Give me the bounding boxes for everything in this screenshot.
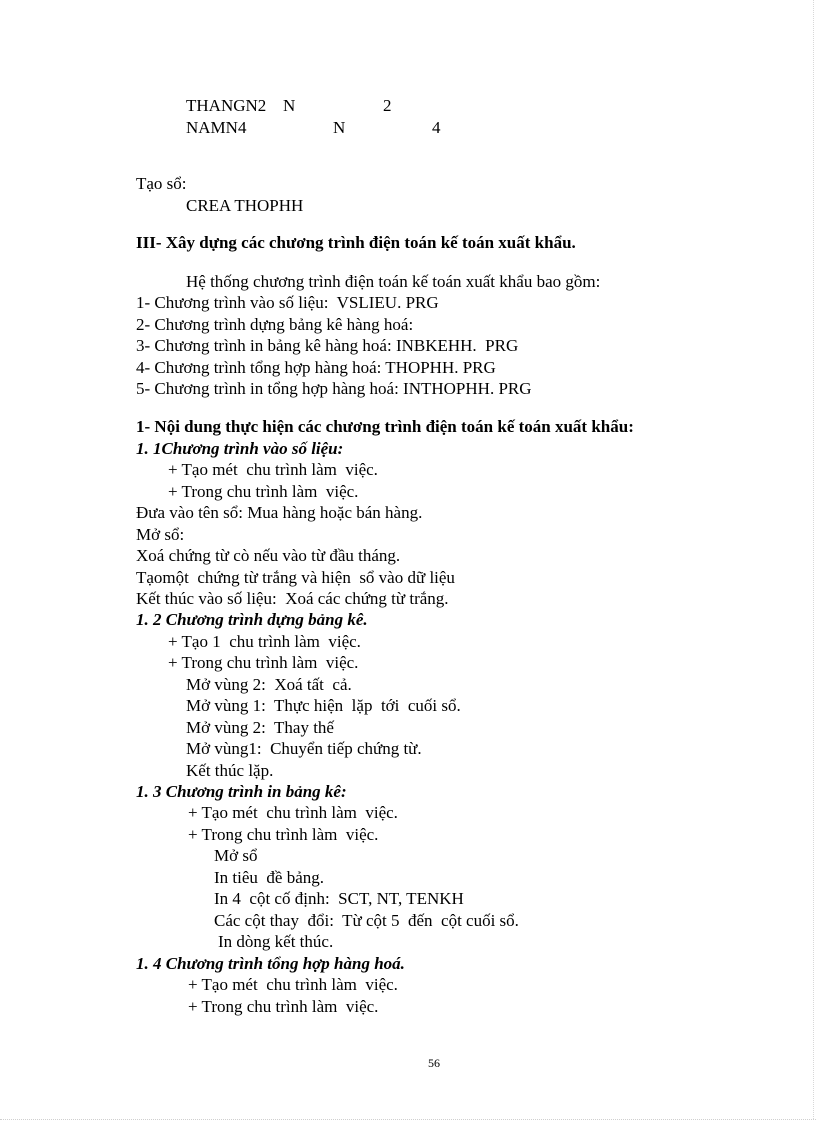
subsection-heading: 1. 2 Chương trình dựng bảng kê. [136, 610, 368, 629]
text-line: CREA THOPHH [186, 196, 304, 215]
text-line: + Trong chu trình làm việc. [168, 482, 359, 501]
text-line: N [283, 96, 296, 115]
subsection-heading: 1. 1Chương trình vào số liệu: [136, 439, 344, 458]
text-line: + Tạo mét chu trình làm việc. [188, 975, 398, 994]
text-line: Mở vùng 2: Xoá tất cả. [186, 675, 352, 694]
list-item: 2- Chương trình dựng bảng kê hàng hoá: [136, 315, 414, 334]
text-line: 2 [383, 96, 392, 115]
text-line: Mở vùng 1: Thực hiện lặp tới cuối sổ. [186, 696, 461, 715]
text-line: Mở sổ: [136, 525, 185, 544]
text-line: Tạomột chứng từ trắng và hiện sổ vào dữ liệu [136, 568, 455, 587]
list-item: 4- Chương trình tổng hợp hàng hoá: THOPHH. PRG [136, 358, 496, 377]
text-line: Mở vùng 2: Thay thế [186, 718, 334, 737]
text-line: THANGN2 [186, 96, 267, 115]
list-item: 3- Chương trình in bảng kê hàng hoá: INBKEHH. PRG [136, 336, 519, 355]
section-heading: 1- Nội dung thực hiện các chương trình điện toán kế toán xuất khẩu: [136, 417, 634, 436]
list-item: 1- Chương trình vào số liệu: VSLIEU. PRG [136, 293, 439, 312]
text-line: Đưa vào tên sổ: Mua hàng hoặc bán hàng. [136, 503, 423, 522]
text-line: Kết thúc vào số liệu: Xoá các chứng từ trắng. [136, 589, 449, 608]
text-line: In dòng kết thúc. [218, 932, 334, 951]
text-line: + Tạo 1 chu trình làm việc. [168, 632, 361, 651]
subsection-heading: 1. 4 Chương trình tổng hợp hàng hoá. [136, 954, 405, 973]
page-bottom-border [0, 1119, 816, 1120]
page-number: 56 [428, 1056, 440, 1070]
text-line: + Trong chu trình làm việc. [188, 825, 379, 844]
text-line: Mở sổ [214, 846, 258, 865]
text-line: + Trong chu trình làm việc. [188, 997, 379, 1016]
text-line: Tạo sổ: [136, 174, 187, 193]
text-line: Kết thúc lặp. [186, 761, 274, 780]
text-line: Mở vùng1: Chuyển tiếp chứng từ. [186, 739, 422, 758]
text-line: + Tạo mét chu trình làm việc. [168, 460, 378, 479]
text-line: + Trong chu trình làm việc. [168, 653, 359, 672]
text-line: In 4 cột cố định: SCT, NT, TENKH [214, 889, 464, 908]
list-item: 5- Chương trình in tổng hợp hàng hoá: INTHOPHH. PRG [136, 379, 532, 398]
text-line: Các cột thay đổi: Từ cột 5 đến cột cuối sổ. [214, 911, 519, 930]
text-line: Hệ thống chương trình điện toán kế toán xuất khẩu bao gồm: [186, 272, 601, 291]
section-heading: III- Xây dựng các chương trình điện toán kế toán xuất khẩu. [136, 233, 576, 252]
text-line: NAMN4 [186, 118, 247, 137]
text-line: N [333, 118, 346, 137]
page-right-border [813, 0, 814, 1119]
text-line: Xoá chứng từ cò nếu vào từ đầu tháng. [136, 546, 401, 565]
subsection-heading: 1. 3 Chương trình in bảng kê: [136, 782, 347, 801]
text-line: + Tạo mét chu trình làm việc. [188, 803, 398, 822]
text-line: In tiêu đề bảng. [214, 868, 324, 887]
text-line: 4 [432, 118, 441, 137]
